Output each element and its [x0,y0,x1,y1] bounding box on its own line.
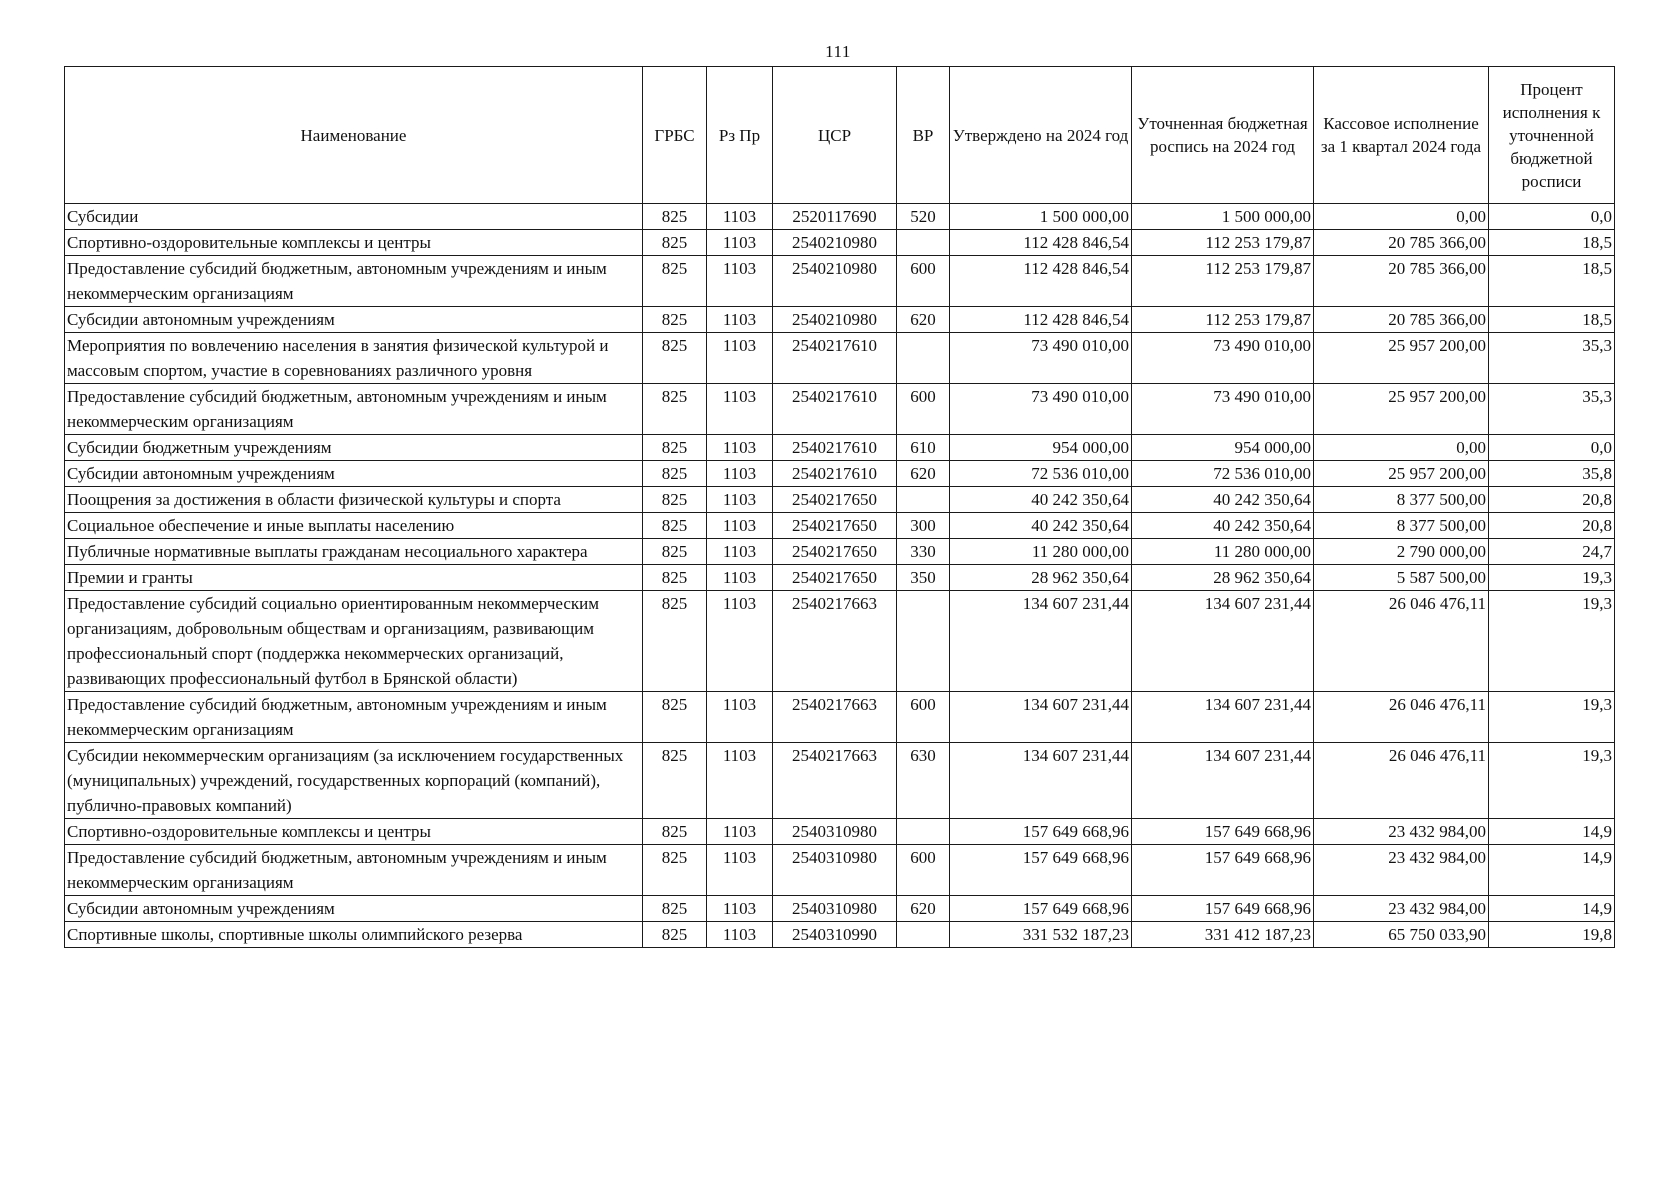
table-row [65,256,1615,307]
cell-percent: 19,8 [1489,922,1615,948]
cell-name: Предоставление субсидий социально ориентированным некоммерческим организациям, добровольным обществам и организациям, развивающим профессиональный спорт (поддержка некоммерческих организаций, развивающих профессиональный футбол в Брянской области) [65,591,643,692]
cell-name: Субсидии некоммерческим организациям (за исключением государственных (муниципальных) учреждений, государственных корпораций (компаний), публично-правовых компаний) [65,743,643,819]
cell-name: Спортивно-оздоровительные комплексы и центры [65,230,643,256]
cell-cash: 65 750 033,90 [1314,922,1489,948]
cell-percent: 35,8 [1489,461,1615,487]
cell-csr: 2540310980 [773,819,897,845]
table-row [65,307,1615,333]
cell-refined: 112 253 179,87 [1132,307,1314,333]
table-header-row [65,67,1615,204]
cell-csr: 2540310980 [773,845,897,896]
cell-cash: 20 785 366,00 [1314,230,1489,256]
cell-grbs: 825 [643,743,707,819]
cell-vr [897,333,950,384]
cell-grbs: 825 [643,896,707,922]
cell-csr: 2540210980 [773,256,897,307]
cell-cash: 2 790 000,00 [1314,539,1489,565]
table-row [65,692,1615,743]
cell-rzpr: 1103 [707,819,773,845]
cell-percent: 0,0 [1489,435,1615,461]
cell-vr: 600 [897,384,950,435]
cell-name: Мероприятия по вовлечению населения в занятия физической культурой и массовым спортом, участие в соревнованиях различного уровня [65,333,643,384]
header-vr: ВР [897,67,950,204]
header-refined: Уточненная бюджетная роспись на 2024 год [1132,67,1314,204]
cell-cash: 25 957 200,00 [1314,461,1489,487]
header-csr: ЦСР [773,67,897,204]
cell-percent: 0,0 [1489,204,1615,230]
table-row [65,845,1615,896]
cell-vr [897,591,950,692]
table-row [65,539,1615,565]
header-grbs: ГРБС [643,67,707,204]
cell-cash: 26 046 476,11 [1314,591,1489,692]
cell-percent: 19,3 [1489,692,1615,743]
cell-approved: 73 490 010,00 [950,333,1132,384]
cell-approved: 28 962 350,64 [950,565,1132,591]
cell-percent: 19,3 [1489,565,1615,591]
cell-csr: 2540310990 [773,922,897,948]
header-approved: Утверждено на 2024 год [950,67,1132,204]
cell-approved: 157 649 668,96 [950,845,1132,896]
cell-csr: 2540217663 [773,743,897,819]
cell-csr: 2540217650 [773,565,897,591]
cell-name: Субсидии автономным учреждениям [65,461,643,487]
cell-refined: 28 962 350,64 [1132,565,1314,591]
cell-csr: 2540217610 [773,333,897,384]
table-row [65,896,1615,922]
cell-approved: 954 000,00 [950,435,1132,461]
cell-grbs: 825 [643,307,707,333]
cell-rzpr: 1103 [707,384,773,435]
table-row [65,333,1615,384]
cell-csr: 2540217650 [773,539,897,565]
header-cash: Кассовое исполнение за 1 квартал 2024 года [1314,67,1489,204]
header-percent: Процент исполнения к уточненной бюджетной росписи [1489,67,1615,204]
cell-rzpr: 1103 [707,743,773,819]
cell-approved: 112 428 846,54 [950,256,1132,307]
cell-rzpr: 1103 [707,591,773,692]
cell-csr: 2540217610 [773,461,897,487]
cell-rzpr: 1103 [707,230,773,256]
cell-grbs: 825 [643,565,707,591]
cell-grbs: 825 [643,435,707,461]
cell-percent: 14,9 [1489,819,1615,845]
cell-rzpr: 1103 [707,307,773,333]
cell-vr: 620 [897,461,950,487]
header-rzpr: Рз Пр [707,67,773,204]
cell-vr [897,230,950,256]
cell-cash: 26 046 476,11 [1314,692,1489,743]
cell-approved: 1 500 000,00 [950,204,1132,230]
cell-cash: 8 377 500,00 [1314,487,1489,513]
cell-refined: 157 649 668,96 [1132,819,1314,845]
cell-name: Предоставление субсидий бюджетным, автономным учреждениям и иным некоммерческим организациям [65,384,643,435]
cell-approved: 134 607 231,44 [950,591,1132,692]
cell-approved: 72 536 010,00 [950,461,1132,487]
cell-grbs: 825 [643,692,707,743]
cell-vr: 520 [897,204,950,230]
cell-vr: 600 [897,845,950,896]
cell-approved: 331 532 187,23 [950,922,1132,948]
cell-rzpr: 1103 [707,204,773,230]
cell-cash: 23 432 984,00 [1314,845,1489,896]
cell-name: Премии и гранты [65,565,643,591]
cell-percent: 35,3 [1489,333,1615,384]
cell-name: Публичные нормативные выплаты гражданам несоциального характера [65,539,643,565]
cell-name: Социальное обеспечение и иные выплаты населению [65,513,643,539]
cell-refined: 134 607 231,44 [1132,743,1314,819]
cell-grbs: 825 [643,539,707,565]
cell-name: Субсидии бюджетным учреждениям [65,435,643,461]
table-row [65,204,1615,230]
cell-name: Субсидии автономным учреждениям [65,307,643,333]
cell-csr: 2540217650 [773,487,897,513]
cell-csr: 2540210980 [773,307,897,333]
cell-percent: 18,5 [1489,230,1615,256]
cell-grbs: 825 [643,230,707,256]
cell-approved: 134 607 231,44 [950,743,1132,819]
cell-vr: 620 [897,896,950,922]
cell-rzpr: 1103 [707,896,773,922]
cell-refined: 134 607 231,44 [1132,591,1314,692]
cell-approved: 157 649 668,96 [950,896,1132,922]
cell-refined: 1 500 000,00 [1132,204,1314,230]
cell-refined: 112 253 179,87 [1132,230,1314,256]
cell-approved: 11 280 000,00 [950,539,1132,565]
table-row [65,743,1615,819]
cell-cash: 25 957 200,00 [1314,333,1489,384]
cell-grbs: 825 [643,256,707,307]
cell-rzpr: 1103 [707,435,773,461]
cell-percent: 24,7 [1489,539,1615,565]
cell-grbs: 825 [643,591,707,692]
cell-grbs: 825 [643,819,707,845]
cell-cash: 0,00 [1314,204,1489,230]
cell-refined: 72 536 010,00 [1132,461,1314,487]
cell-rzpr: 1103 [707,565,773,591]
cell-vr [897,487,950,513]
cell-approved: 40 242 350,64 [950,487,1132,513]
cell-cash: 20 785 366,00 [1314,307,1489,333]
table-row [65,591,1615,692]
cell-csr: 2540217610 [773,435,897,461]
cell-percent: 18,5 [1489,256,1615,307]
table-body [65,204,1615,948]
cell-grbs: 825 [643,204,707,230]
cell-refined: 73 490 010,00 [1132,333,1314,384]
cell-refined: 112 253 179,87 [1132,256,1314,307]
table-row [65,819,1615,845]
cell-grbs: 825 [643,333,707,384]
cell-name: Спортивно-оздоровительные комплексы и центры [65,819,643,845]
table-row [65,435,1615,461]
cell-refined: 40 242 350,64 [1132,487,1314,513]
table-row [65,922,1615,948]
cell-csr: 2540310980 [773,896,897,922]
cell-grbs: 825 [643,922,707,948]
cell-refined: 331 412 187,23 [1132,922,1314,948]
cell-cash: 5 587 500,00 [1314,565,1489,591]
cell-refined: 73 490 010,00 [1132,384,1314,435]
cell-rzpr: 1103 [707,487,773,513]
cell-name: Предоставление субсидий бюджетным, автономным учреждениям и иным некоммерческим организациям [65,692,643,743]
header-name: Наименование [65,67,643,204]
cell-cash: 23 432 984,00 [1314,819,1489,845]
cell-rzpr: 1103 [707,845,773,896]
cell-percent: 35,3 [1489,384,1615,435]
cell-name: Предоставление субсидий бюджетным, автономным учреждениям и иным некоммерческим организациям [65,845,643,896]
cell-refined: 40 242 350,64 [1132,513,1314,539]
cell-vr: 330 [897,539,950,565]
cell-rzpr: 1103 [707,539,773,565]
table-row [65,487,1615,513]
cell-rzpr: 1103 [707,256,773,307]
cell-cash: 0,00 [1314,435,1489,461]
cell-percent: 19,3 [1489,743,1615,819]
cell-vr [897,922,950,948]
cell-cash: 20 785 366,00 [1314,256,1489,307]
cell-name: Субсидии автономным учреждениям [65,896,643,922]
cell-name: Субсидии [65,204,643,230]
cell-approved: 157 649 668,96 [950,819,1132,845]
cell-vr: 350 [897,565,950,591]
cell-approved: 112 428 846,54 [950,230,1132,256]
cell-name: Спортивные школы, спортивные школы олимпийского резерва [65,922,643,948]
cell-approved: 134 607 231,44 [950,692,1132,743]
table-row [65,461,1615,487]
cell-approved: 40 242 350,64 [950,513,1132,539]
cell-rzpr: 1103 [707,692,773,743]
cell-vr: 630 [897,743,950,819]
cell-percent: 14,9 [1489,896,1615,922]
cell-vr: 300 [897,513,950,539]
table-row [65,384,1615,435]
cell-rzpr: 1103 [707,461,773,487]
cell-vr [897,819,950,845]
cell-grbs: 825 [643,384,707,435]
cell-refined: 954 000,00 [1132,435,1314,461]
cell-cash: 26 046 476,11 [1314,743,1489,819]
cell-rzpr: 1103 [707,922,773,948]
cell-percent: 18,5 [1489,307,1615,333]
cell-csr: 2540217610 [773,384,897,435]
cell-refined: 157 649 668,96 [1132,845,1314,896]
cell-cash: 25 957 200,00 [1314,384,1489,435]
budget-table [64,66,1615,948]
cell-csr: 2540217663 [773,591,897,692]
cell-name: Поощрения за достижения в области физической культуры и спорта [65,487,643,513]
cell-csr: 2540217650 [773,513,897,539]
cell-approved: 112 428 846,54 [950,307,1132,333]
cell-csr: 2520117690 [773,204,897,230]
cell-refined: 134 607 231,44 [1132,692,1314,743]
cell-approved: 73 490 010,00 [950,384,1132,435]
cell-percent: 14,9 [1489,845,1615,896]
cell-percent: 19,3 [1489,591,1615,692]
page-number: 111 [825,42,851,61]
cell-grbs: 825 [643,487,707,513]
cell-percent: 20,8 [1489,487,1615,513]
cell-percent: 20,8 [1489,513,1615,539]
cell-rzpr: 1103 [707,333,773,384]
table-row [65,230,1615,256]
cell-vr: 600 [897,692,950,743]
cell-grbs: 825 [643,513,707,539]
cell-csr: 2540210980 [773,230,897,256]
cell-grbs: 825 [643,461,707,487]
cell-rzpr: 1103 [707,513,773,539]
table-row [65,513,1615,539]
cell-cash: 8 377 500,00 [1314,513,1489,539]
cell-vr: 600 [897,256,950,307]
cell-refined: 11 280 000,00 [1132,539,1314,565]
cell-csr: 2540217663 [773,692,897,743]
cell-refined: 157 649 668,96 [1132,896,1314,922]
cell-vr: 620 [897,307,950,333]
cell-grbs: 825 [643,845,707,896]
cell-name: Предоставление субсидий бюджетным, автономным учреждениям и иным некоммерческим организациям [65,256,643,307]
table-row [65,565,1615,591]
cell-vr: 610 [897,435,950,461]
cell-cash: 23 432 984,00 [1314,896,1489,922]
